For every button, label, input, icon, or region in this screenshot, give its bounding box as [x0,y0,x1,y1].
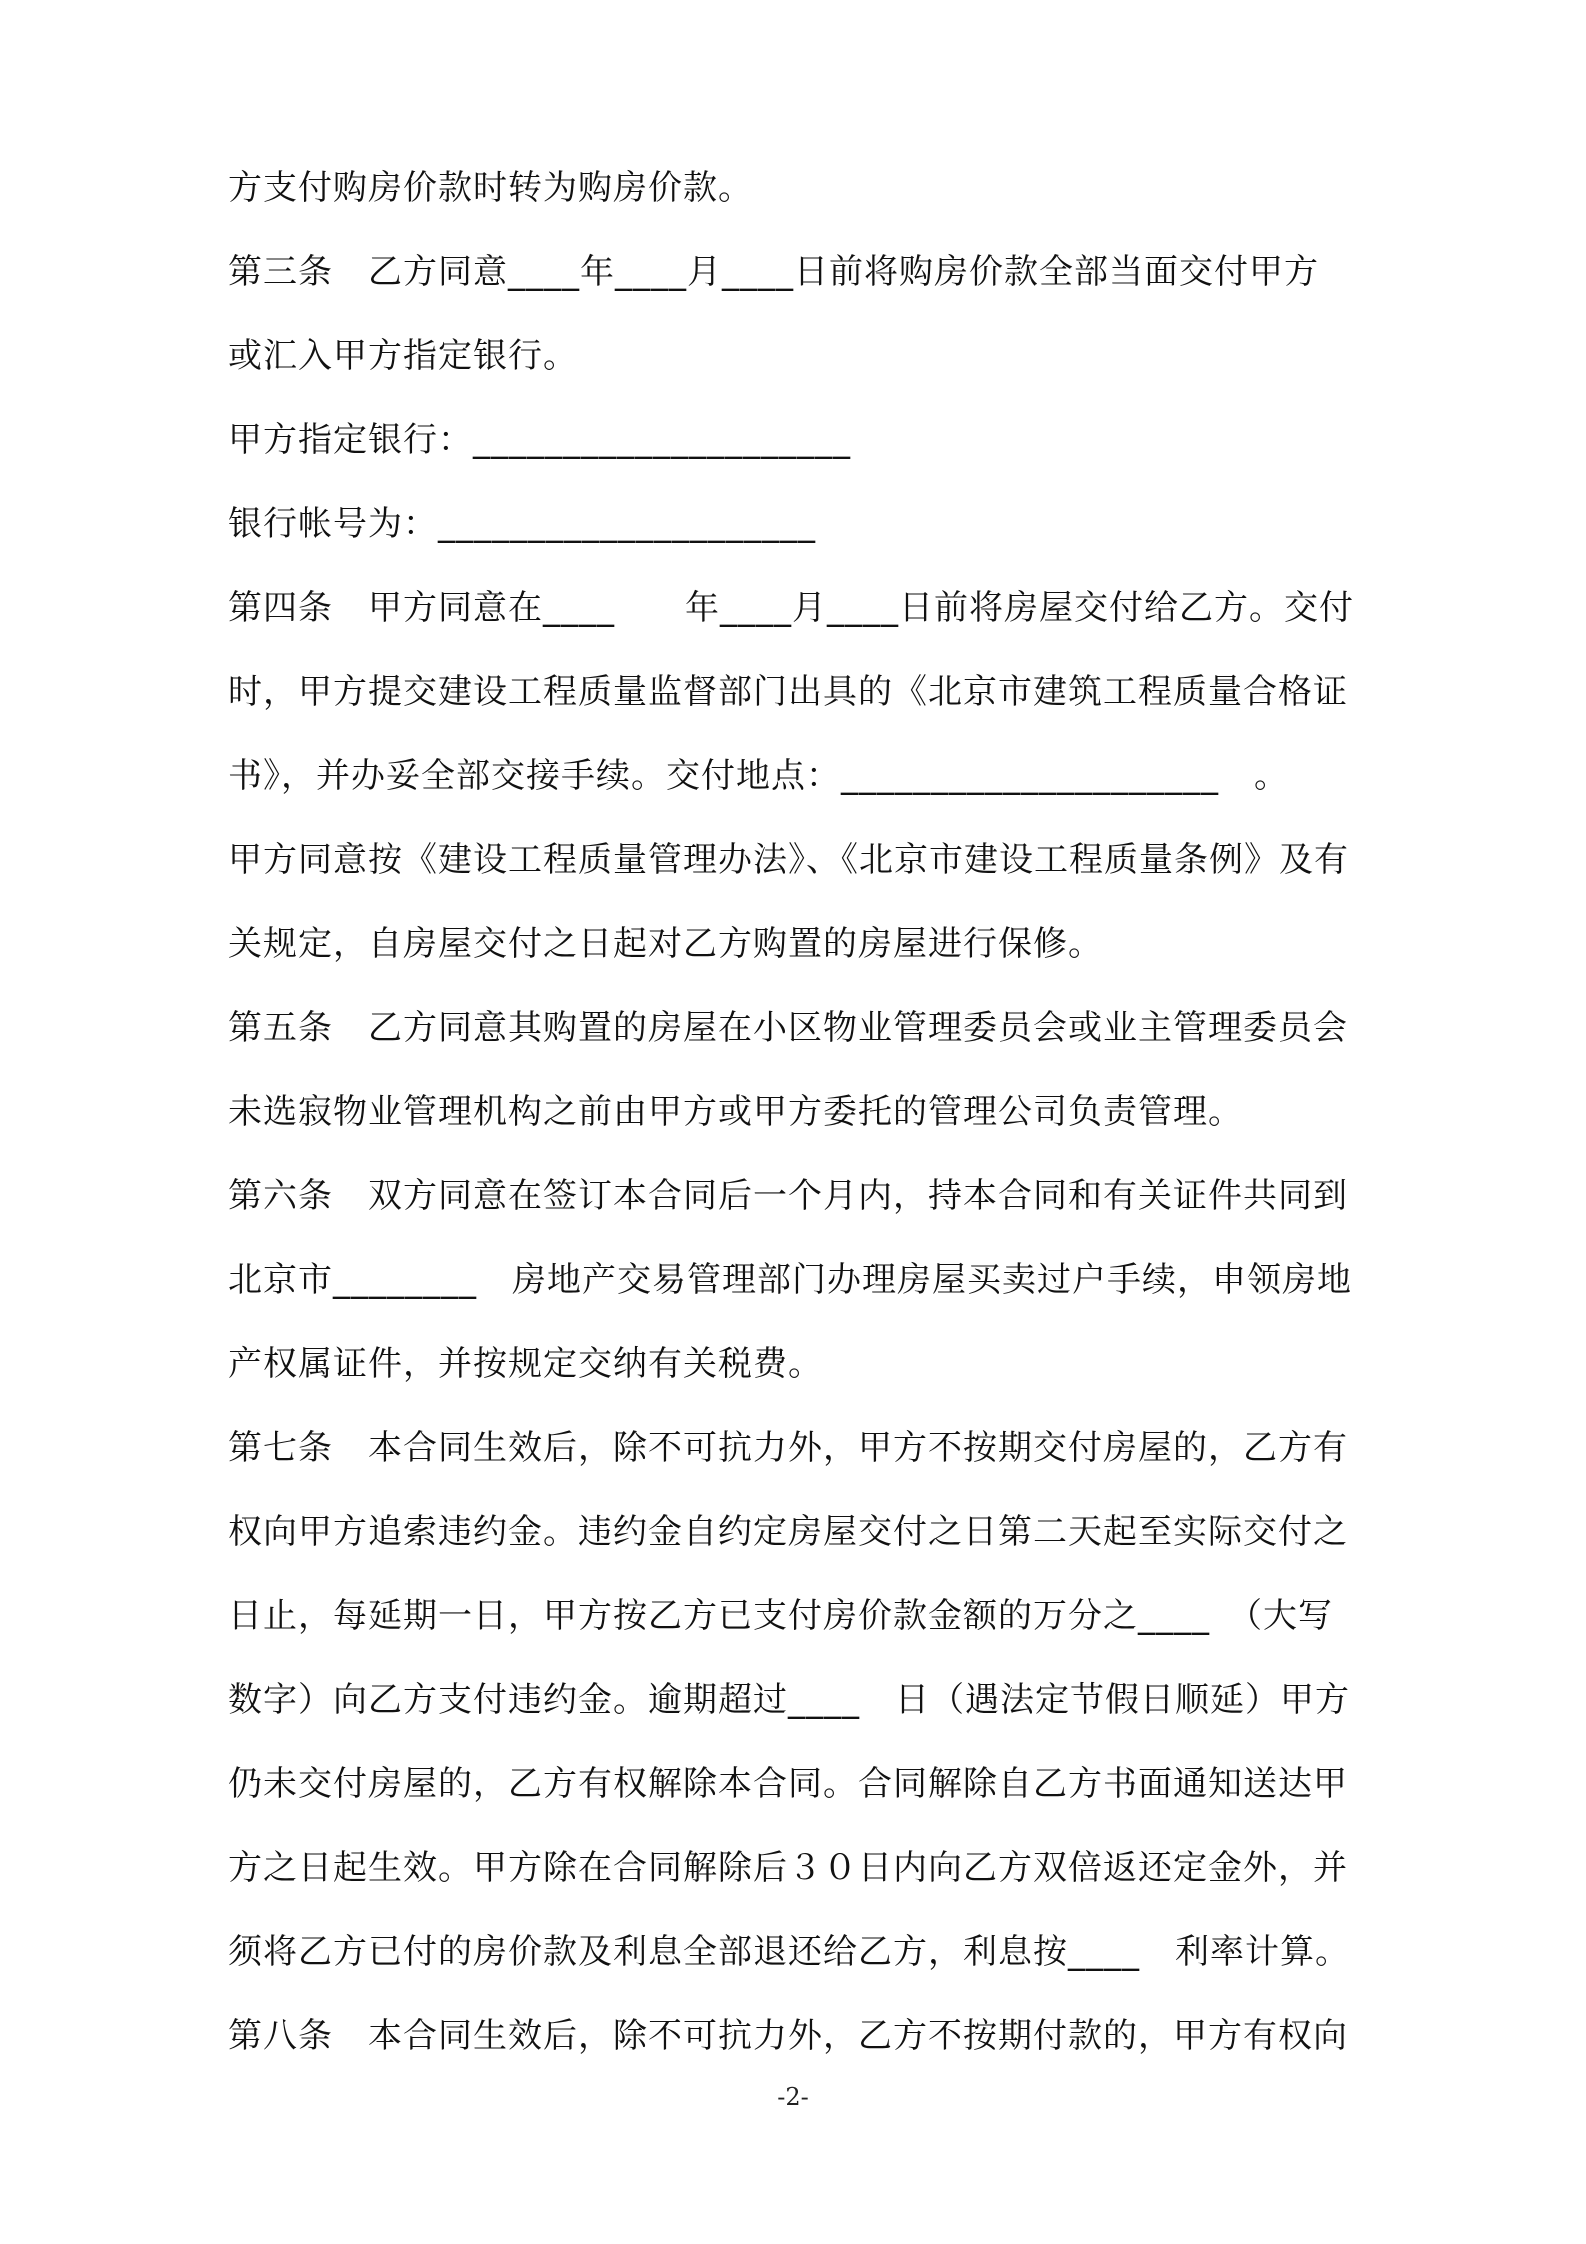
text-line: 银行帐号为：_____________________ [228,504,816,544]
text-line: 方之日起生效。甲方除在合同解除后３０日内向乙方双倍返还定金外，并 [228,1848,1348,1888]
text-line: 方支付购房价款时转为购房价款。 [228,168,753,208]
text-line: 或汇入甲方指定银行。 [228,336,578,376]
text-line: 第三条 乙方同意____年____月____日前将购房价款全部当面交付甲方 [228,252,1319,292]
text-line: 第六条 双方同意在签订本合同后一个月内，持本合同和有关证件共同到 [228,1176,1348,1216]
text-line: 甲方指定银行：_____________________ [228,420,851,460]
text-line: 关规定，自房屋交付之日起对乙方购置的房屋进行保修。 [228,924,1103,964]
text-line: 北京市________ 房地产交易管理部门办理房屋买卖过户手续，申领房地 [228,1260,1352,1300]
text-line: 数字）向乙方支付违约金。逾期超过____ 日（遇法定节假日顺延）甲方 [228,1680,1350,1720]
text-line: 第八条 本合同生效后，除不可抗力外，乙方不按期付款的，甲方有权向 [228,2016,1348,2056]
text-line: 日止，每延期一日，甲方按乙方已支付房价款金额的万分之____ （大写 [228,1596,1333,1636]
page-number: -2- [777,2083,809,2111]
text-line: 书》，并办妥全部交接手续。交付地点：_____________________ 。 [228,756,1289,796]
text-line: 产权属证件，并按规定交纳有关税费。 [228,1344,823,1384]
text-line: 须将乙方已付的房价款及利息全部退还给乙方，利息按____ 利率计算。 [228,1932,1350,1972]
text-line: 未选寂物业管理机构之前由甲方或甲方委托的管理公司负责管理。 [228,1092,1243,1132]
text-line: 甲方同意按《建设工程质量管理办法》、《北京市建设工程质量条例》及有 [228,840,1349,880]
text-line: 仍未交付房屋的，乙方有权解除本合同。合同解除自乙方书面通知送达甲 [228,1764,1348,1804]
text-line: 第四条 甲方同意在____ 年____月____日前将房屋交付给乙方。交付 [228,588,1354,628]
text-line: 第七条 本合同生效后，除不可抗力外，甲方不按期交付房屋的，乙方有 [228,1428,1348,1468]
text-line: 时，甲方提交建设工程质量监督部门出具的《北京市建筑工程质量合格证 [228,672,1348,712]
text-line: 权向甲方追索违约金。违约金自约定房屋交付之日第二天起至实际交付之 [228,1512,1348,1552]
text-line: 第五条 乙方同意其购置的房屋在小区物业管理委员会或业主管理委员会 [228,1008,1348,1048]
